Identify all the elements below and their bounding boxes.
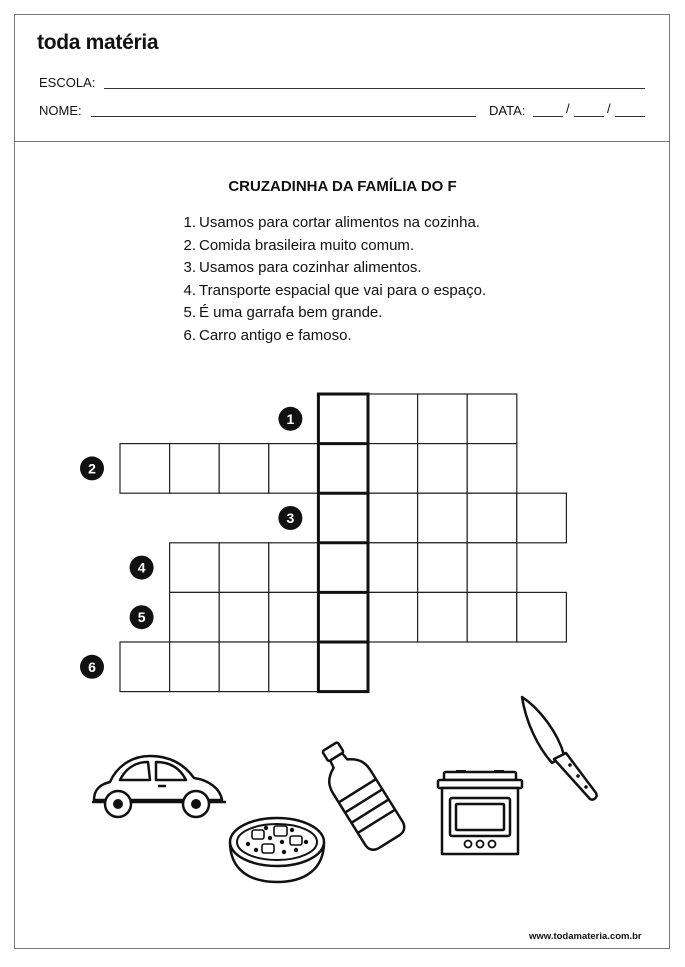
brand-logo: toda matéria (37, 31, 159, 54)
clue-item: 4. Transporte espacial que vai para o espaço. (183, 281, 487, 299)
crossword-cell[interactable] (318, 444, 368, 494)
crossword-cell[interactable] (219, 543, 269, 593)
crossword-cell[interactable] (318, 543, 368, 593)
clue-item: 6. Carro antigo e famoso. (183, 326, 352, 344)
crossword-cell[interactable] (170, 592, 220, 642)
clue-item: 2. Comida brasileira muito comum. (183, 236, 415, 254)
name-label: NOME: (39, 103, 82, 118)
crossword-cell[interactable] (517, 493, 567, 543)
clue-marker-number: 1 (286, 410, 295, 427)
clue-marker-number: 5 (137, 609, 146, 626)
crossword-cell[interactable] (418, 543, 468, 593)
crossword-cell[interactable] (269, 642, 319, 692)
crossword-cell[interactable] (368, 394, 418, 444)
crossword-cell[interactable] (269, 592, 319, 642)
crossword-cell[interactable] (318, 592, 368, 642)
date-separator: / (607, 101, 611, 116)
knife-icon (518, 693, 600, 803)
crossword-cell[interactable] (467, 394, 517, 444)
crossword-cell[interactable] (418, 394, 468, 444)
clue-marker-number: 6 (88, 658, 96, 675)
clue-marker-number: 2 (88, 460, 96, 477)
crossword-cell[interactable] (120, 444, 170, 494)
crossword-cell[interactable] (517, 592, 567, 642)
crossword-cell[interactable] (120, 642, 170, 692)
worksheet-title: CRUZADINHA DA FAMÍLIA DO F (228, 178, 457, 195)
date-separator: / (566, 101, 570, 116)
crossword-cell[interactable] (368, 493, 418, 543)
clue-item: 3. Usamos para cozinhar alimentos. (183, 259, 422, 277)
crossword-cell[interactable] (318, 642, 368, 692)
crossword-cell[interactable] (368, 444, 418, 494)
crossword-cell[interactable] (418, 592, 468, 642)
crossword-cell[interactable] (418, 444, 468, 494)
clue-marker-number: 4 (137, 559, 146, 576)
crossword-cell[interactable] (368, 543, 418, 593)
school-label: ESCOLA: (39, 75, 96, 90)
crossword-cell[interactable] (467, 592, 517, 642)
crossword-cell[interactable] (318, 493, 368, 543)
crossword-cell[interactable] (170, 642, 220, 692)
crossword-cell[interactable] (467, 444, 517, 494)
car-icon (88, 748, 230, 820)
crossword-cell[interactable] (467, 493, 517, 543)
date-label: DATA: (489, 103, 526, 118)
crossword-cell[interactable] (318, 394, 368, 444)
crossword-cell[interactable] (170, 444, 220, 494)
crossword-cell[interactable] (368, 592, 418, 642)
clue-item: 1. Usamos para cortar alimentos na cozinha. (183, 214, 480, 231)
crossword-cell[interactable] (269, 543, 319, 593)
stove-icon (436, 768, 526, 858)
website-url: www.todamateria.com.br (529, 931, 642, 942)
bottle-icon (312, 736, 408, 854)
crossword-cell[interactable] (418, 493, 468, 543)
crossword-cell[interactable] (219, 642, 269, 692)
crossword-cell[interactable] (219, 444, 269, 494)
crossword-cell[interactable] (269, 444, 319, 494)
crossword-cell[interactable] (467, 543, 517, 593)
clue-item: 5. É uma garrafa bem grande. (183, 304, 383, 322)
crossword-cell[interactable] (219, 592, 269, 642)
crossword-cell[interactable] (170, 543, 220, 593)
clue-marker-number: 3 (286, 510, 295, 526)
